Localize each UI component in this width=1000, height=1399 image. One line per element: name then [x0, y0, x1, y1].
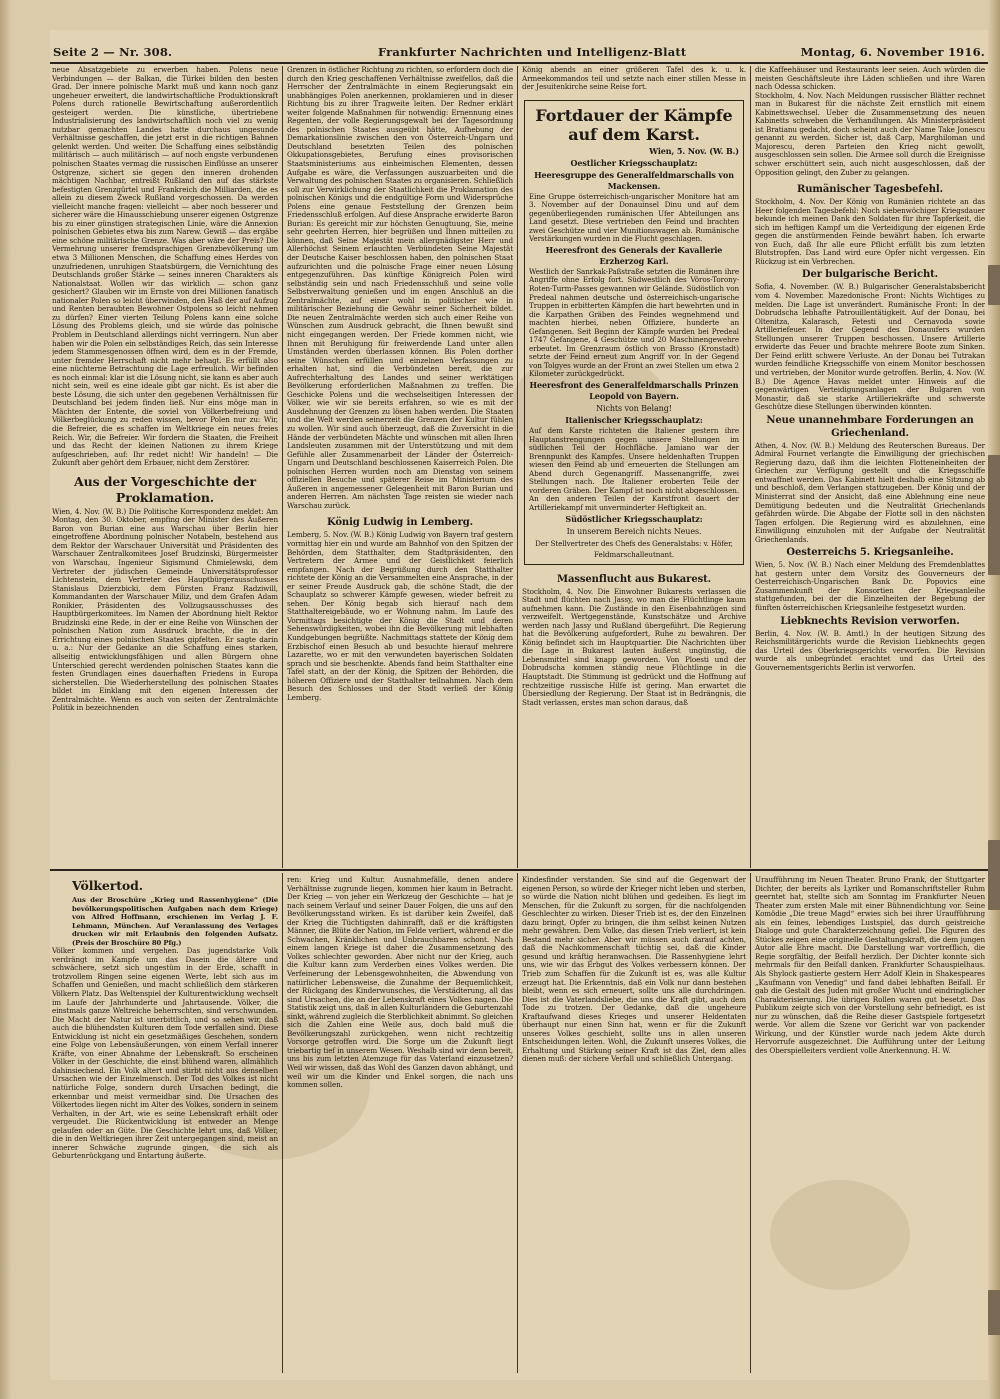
column-rule [517, 66, 518, 868]
column-rule [750, 66, 751, 868]
subheading: Südöstlicher Kriegsschauplatz: [565, 513, 703, 524]
article-text: Lemberg, 5. Nov. (W. B.) König Ludwig von Bayern traf gestern vormittag hier ein und wurde am Bahnhof von den Spitzen der Behörden, dem Statthalter, dem Stadtpräsidenten, den Vertretern der Armee und der Geistlichkeit feierlich empfangen. Nach der Begrüßung durch den Statthalter richtete der König an die Versammelten eine Ansprache, in der er seiner Freude Ausdruck gab, die schöne Stadt, die der Schauplatz so schwerer Kämpfe gewesen, wieder befreit zu sehen. Der König begab sich hierauf nach dem Statthaltereigebäude, wo er Wohnung nahm. Im Laufe des Vormittags besichtigte der König die Stadt und deren Sehenswürdigkeiten, wobei ihn die Bevölkerung mit lebhaften Kundgebungen begrüßte. Nachmittags stattete der König dem Erzbischof einen Besuch ab und besuchte hierauf mehrere Lazarette, wo er mit den verwundeten bayerischen Soldaten sprach und sie beschenkte. Abends fand beim Statthalter eine Tafel statt, an der der König, die Spitzen der Behörden, die höheren Offiziere und der Statthalter teilnahmen. Nach dem Besuch des Schlosses und der Stadt verließ der König Lemberg. [287, 530, 513, 702]
article-text: Wien, 5. Nov. (W. B.) Nach einer Meldung des Fremdenblattes hat gestern unter dem Vorsitz des Gouverneurs der Oesterreichisch-Ungarischen Bank Dr. Popovics eine Zusammenkunft der Konsortien der Kriegsanleihe stattgefunden, bei der die Einzelheiten der Begebung der fünften österreichischen Kriegsanleihe festgesetzt wurden. [755, 560, 985, 612]
feuilleton-column-4 [755, 876, 985, 1376]
column-3 [522, 66, 746, 866]
article-text: Eine Gruppe österreichisch-ungarischer Monitore hat am 3. November auf der Donauinsel Dinu und auf dem gegenüberliegenden rumänischen Ufer Abteilungen ans Land gesetzt. Diese vertrieben den Feind und brachten zwei Geschütze und vier Munitionswagen ab. Rumänische Verstärkungen wurden in die Flucht geschlagen. [529, 191, 739, 244]
article-intro: Aus der Broschüre „Krieg und Rassenhygiene“ (Die bevölkerungspolitischen Aufgaben nach dem Kriege) von Alfred Hoffmann, erschienen im Verlag J. F. Lehmann, München. Auf Veranlassung des Verlages drucken wir mit Erlaubnis den folgenden Aufsatz. (Preis der Broschüre 80 Pfg.) [72, 896, 278, 947]
article-text: Nichts von Belang! [596, 404, 672, 414]
subheading: Heeresfront des Generalfeldmarschalls Prinzen Leopold von Bayern. [529, 380, 739, 402]
feuilleton-column-3 [522, 876, 746, 1376]
subheading: Italienischer Kriegsschauplatz: [565, 415, 703, 426]
feuilleton-column-1 [52, 876, 278, 1376]
article-text: Uraufführung im Neuen Theater. Bruno Frank, der Stuttgarter Dichter, der bereits als Lyriker und Romanschriftsteller Ruhm geerntet hat, stellte sich am Sonntag im Frankfurter Neuen Theater zum ersten Male mit einer Bühnendichtung vor. Seine Komödie „Die treue Magd“ erwies sich bei ihrer Uraufführung als ein feines, lebendiges Lustspiel, das durch geistreiche Dialoge und gute Charakterzeichnung gefiel. Die Figuren des Stückes zeigen eine originelle Gestaltungskraft, die dem jungen Autor alle Ehre macht. Die Darstellung war vortrefflich, die Regie sorgfältig, der Beifall herzlich. Der Dichter konnte sich mehrmals für den Beifall danken. Frankfurter Schauspielhaus. Als Shylock gastierte gestern Herr Adolf Klein in Shakespeares „Kaufmann von Venedig“ und fand dabei lebhaften Beifall. Er gab die Gestalt des Juden mit großer Wucht und eindringlicher Charakterisierung. Die übrigen Rollen waren gut besetzt. Das Publikum zeigte sich von der Vorstellung sehr befriedigt, es ist nur zu wünschen, daß die Reihe dieser Gastspiele fortgesetzt werde. Vor allem die Szene vor Gericht war von packender Wirkung, und der Künstler wurde nach jedem Akte durch Hervorrufe ausgezeichnet. Die Aufführung unter der Leitung des Oberspielleiters verdient volle Anerkennung. H. W. [755, 876, 985, 1055]
article-heading: Neue unannehmbare Forderungen an Griechenland. [766, 414, 974, 439]
column-2 [287, 66, 513, 866]
page-edge-left [0, 0, 12, 1399]
header-masthead: Frankfurter Nachrichten und Intelligenz-Blatt [378, 45, 687, 59]
signature: Der Stellvertreter des Chefs des Generalstabs: v. Höfer, Feldmarschalleutnant. [535, 538, 733, 559]
running-header [50, 42, 988, 64]
article-heading: Der bulgarische Bericht. [801, 269, 939, 281]
article-heading: Fortdauer der Kämpfe auf dem Karst. [535, 105, 733, 144]
framed-report [524, 100, 744, 565]
article-heading: Massenflucht aus Bukarest. [556, 573, 712, 585]
article-text: neue Absatzgebiete zu erwerben haben. Polens neue Verbindungen — der Balkan, die Türkei bilden den besten Grad. Der innere polnische Markt muß und kann noch ganz ungeheuer erweitert, die landwirtschaftliche Produktionskraft Polens durch rationelle Bewirtschaftung außerordentlich gesteigert werden. Die künstliche, übertriebene Industrialisierung des landwirtschaftlich noch viel zu wenig nutzbar gemachten Landes hatte durchaus ungesunde Verhältnisse geschaffen, die jetzt erst in die richtigen Bahnen gelenkt werden. Und weiter. Die Schaffung eines selbständig militärisch — auch militärisch — auf noch engste verbundenen polnischen Staates vermag die russischen Einflüsse an unserer Ostgrenze, sichert sie gegen den inneren drohenden mächtigen Nachbar, entreißt Rußland den auf das stärkste befestigten Grenzgürtel und Frankreich die Milliarden, die es allein zu diesem Zweck Rußland vorgeschossen. Da werden vielleicht manche fragen: vielleicht — aber noch besserer und sicherer wäre die Hinausschiebung unserer eigenen Ostgrenze bis zu einer günstigen strategischen Linie, wäre die Annexion polnischen Gebietes etwa bis zum Narew. Gewiß — das ergäbe eine schöne militärische Grenze. Was aber wäre der Preis? Die Vermehrung unserer fremdsprachigen Grenzbevölkerung um etwa 3 Millionen Menschen, die Schaffung eines Herdes von unzufriedenen, unruhigen Staatsbürgern, die Vernichtung des Deutschlands großer Stärke — seines inneren Charakters als Nationalstaat. Wollen wir das wirklich — schon ganz gesichert? Glauben wir im Ernste von drei Millionen fanatisch nationaler Polen so leicht überwinden, den Haß der auf Aufzug und Renten beraubten Bewohner Ostpolens so leicht nehmen zu dürfen? Einer vierten Teilung Polens kann eine solche Lösung des Problems gleich, und sie würde das polnische Problem in Deutschland allerdings nicht verringern. Nun aber haben wir die Polen ein selbständiges Reich, das sein Interesse jedem Stammesgenossen öffnen wird, dem es in der Fremde, unter fremder Herrschaft nicht mehr behagt. Es erfüllt also eine nüchterne Betrachtung die Lage erfreulich. Wir befinden es noch einmal: klar ist die Lösung nicht, sie kann es aber auch nicht sein, weil es eine ideale gibt gar nicht. Es ist aber die beste Lösung, die sich unter den gegebenen Verhältnissen für Deutschland bei jedem finden ließ. Nur eins möge man in Mächten der Entente, die soviel von Völkerbefreiung und Völkerbeglückung zu reden wissen, bevor Polen nur zu: Wir, die Befreier, die es schaffen im Weltkriege ein neues freies Reich. Wir, die Befreier. Wir fordern die Staaten, die Freiheit und das Recht der kleinen Nationen zu ihrem Kriege aufgeschrieben, auf: Ihr redet nicht! Wir handeln! — Die Zukunft aber gehört dem Erbauer, nicht dem Zerstörer. [52, 66, 278, 468]
column-rule [517, 873, 518, 1373]
header-date: Montag, 6. November 1916. [800, 45, 985, 59]
feuilleton-column-2 [287, 876, 513, 1376]
article-text: Kindesfinder verstanden. Sie sind auf die Gegenwart der eigenen Person, so würde der Krieger nicht leben und sterben, so würde die Nation nicht blühen und gedeihen. Es liegt im Menschen, für die Zukunft zu sorgen, für die nachfolgenden Geschlechter zu wirken. Dieser Trieb ist es, der den Einzelnen dazu bringt, Opfer zu bringen, die ihm selbst keinen Nutzen mehr gewähren. Dem Volke, das diesen Trieb verliert, ist kein Bestand mehr sicher. Aber wir müssen auch darauf achten, daß die Nachkommenschaft tüchtig sei, daß die Kinder gesund und kräftig heranwachsen. Die Rassenhygiene lehrt uns, wie wir das Erbgut des Volkes verbessern können. Der Trieb zum Schaffen für die Zukunft ist es, was alle Kultur erzeugt hat. Die Erkenntnis, daß ein Volk nur dann bestehen bleibt, wenn es sich erneuert, sollte uns alle durchdringen. Dies ist die Vaterlandsliebe, die uns die Kraft gibt, auch dem Tode zu trotzen. Der Gedanke, daß die ungeheure Kraftaufwand dieses Krieges und unserer Heldentaten überhaupt nur einen Sinn hat, wenn er für die Zukunft unseres Volkes geschieht, sollte uns in allen unseren Entscheidungen leiten. Wohl, die Zukunft unseres Volkes, die Erhaltung und Stärkung seiner Kraft ist das Ziel, dem alles dienen muß: der sichere Verfall und schließlich Untergang. [522, 876, 746, 1064]
subheading: Heeresgruppe des Generalfeldmarschalls von Mackensen. [534, 169, 734, 191]
article-text: ren: Krieg und Kultur. Ausnahmefälle, denen andere Verhältnisse zugrunde liegen, kommen hier kaum in Betracht. Der Krieg — von jeher ein Werkzeug der Geschichte — hat je nach seinem Verlauf und seiner Dauer Folgen, die uns auf den Bevölkerungsstand wirken. Es ist darüber kein Zweifel, daß der Krieg die Tüchtigsten dahinrafft, daß er die kräftigsten Männer, die Blüte der Nation, im Felde verliert, während er die Schwachen, Kränklichen und Unbrauchbaren schont. Nach einem langen Kriege ist daher die Zusammensetzung des Volkes schlechter geworden. Aber nicht nur der Krieg, auch die Kultur kann zum Verderben eines Volkes werden. Die Verfeinerung der Lebensgewohnheiten, die Abwendung von natürlicher Lebensweise, die Zunahme der Bequemlichkeit, der Rückgang des Kinderwunsches, die Verstädterung, all das sind Ursachen, die an der Lebenskraft eines Volkes nagen. Die Statistik zeigt uns, daß in allen Kulturländern die Geburtenzahl sinkt, während zugleich die Sterblichkeit abnimmt. So gleichen sich die Zahlen eine Weile aus, doch bald muß die Bevölkerungszahl zurückgehen, wenn nicht rechtzeitig Vorsorge getroffen wird. Die Sorge um die Zukunft liegt triebartig tief in unserem Wesen. Weshalb sind wir denn bereit, uns bis zum letzten Atemzuge für das Vaterland einzusetzen? Weil wir wissen, daß das Wohl des Ganzen davon abhängt, und weil wir um die Kinder und Enkel sorgen, die nach uns kommen sollen. [287, 876, 513, 1090]
article-text: Stockholm, 4. Nov. Nach Meldungen russischer Blätter rechnet man in Bukarest für die nächste Zeit ernstlich mit einem Kabinettswechsel. Ueber die Zusammensetzung des neuen Kabinetts schweben die Verhandlungen. Als Ministerpräsident ist Bratianu gedacht, doch scheint auch der Name Take Jonescu genannt zu werden. Sicher ist, daß Carp, Marghiloman und Majorescu, deren Parteien den Krieg nicht gewollt, ausgeschlossen sein sollen. Die Armee soll durch die Ereignisse schwer erschüttert sein, auch nicht ausgeschlossen, daß der Opposition gelingt, den Zuber zu gelangen. [755, 90, 985, 177]
page-content [50, 30, 988, 1380]
article-text: Berlin, 4. Nov. (W. B. Amtl.) In der heutigen Sitzung des Reichsmilitärgerichts wurde die Revision Liebknechts gegen das Urteil des Oberkriegsgerichts verworfen. Die Revision wurde als unbegründet erachtet und das Urteil des Gouvernementsgerichts Berlin ist verworfen. [755, 628, 985, 672]
article-text: Auf dem Karste richteten die Italiener gestern ihre Hauptanstrengungen gegen unsere Stellungen im südlichen Teil der Hochfläche. Jamiano war der Brennpunkt des Kampfes. Unsere heldenhaften Truppen wiesen den Feind ab und erneuerten die Stellungen am Abend durch Gegenangriff. Massenangriffe, zwei Stellungen nach. Die Italiener eroberten Teile der vorderen Gräben. Der Kampf ist noch nicht abgeschlossen. An den anderen Teilen der Karstfront dauert der Artilleriekampf mit unverminderter Heftigkeit an. [529, 426, 740, 512]
article-text: Völker kommen und vergehen. Das jugendstarke Volk verdrängt im Kampfe um das Dasein die ältere und schwächere, setzt sich ungestüm in der Erde, schafft in trotzvollem Ringen seine eigenen Werte, lebt sich aus im Schaffen und Genießen, und macht schließlich dem stärkeren Völkern Platz. Das Weltenspiel der Kulturentwicklung wechselt im Laufe der Jahrhunderte und Jahrtausende. Völker, die einstmals ganze Weltreiche beherrschten, sind verschwunden. Die Macht der Natur ist unerbittlich, und so sehen wir, daß auch die blühendsten Kulturen dem Tode verfallen sind. Diese Entwicklung ist nicht ein gesetzmäßiges Geschehen, sondern eine Folge von Lebensäußerungen, von einem Verfall innerer Kräfte, von einer Abnahme der Lebenskraft. So erscheinen Völker in der Geschichte, die einst blühend waren, allmählich dahinsiechend. Ein Volk altert und stirbt nicht aus denselben Ursachen wie der Einzelmensch. Der Tod des Volkes ist nicht natürliche Folge, sondern durch Ursachen bedingt, die erkennbar und meist vermeidbar sind. Die Ursachen des Völkertodes liegen nicht im Alter des Volkes, sondern in seinem Verhalten, in der Art, wie es seine Lebenskraft erhält oder vergeudet. Die Rückentwicklung ist entweder an Menge gelaufen oder an Güte. Die Geschichte lehrt uns, daß Völker, die in den Weltkriegen ihrer Zeit untergegangen sind, meist an innerer Schwäche zugrunde gingen, die sich als Geburtenrückgang und Entartung äußerte. [52, 946, 278, 1161]
article-text: die Kaffeehäuser und Restaurants leer seien. Auch würden die meisten Geschäftsleute ihre Läden schließen und ihre Waren nach Odessa schicken. [755, 66, 985, 92]
article-heading: König Ludwig in Lemberg. [326, 517, 474, 529]
section-rule [50, 869, 988, 871]
article-text: Westlich der Sanrkak-Paßstraße setzten die Rumänen ihre Angriffe ohne Erfolg fort. Südwestlich des Vöros-Torony-Roten-Turm-Passes gewannen wir Gelände. Südöstlich von Predeal nahmen deutsche und österreichisch-ungarische Truppen in erbitterten Kämpfen die hart bewehrten und in die Karpathen Gräben des Feindes wegnehmend und machten hierbei, neben Offiziere, hunderte an Gefangenen. Seit Beginn der Kämpfe wurden bei Predeal 1747 Gefangene, 4 Geschütze und 20 Maschinengewehre erbeutet. Im Grenzraum östlich von Brasso (Kronstadt) setzte der Feind erneut zum Angriff vor. In der Gegend von Tolgyes wurde an der Front an zwei Stellen um etwa 2 Kilometer zurückgedrückt. [529, 266, 739, 379]
article-text: In unserem Bereich nichts Neues. [566, 526, 702, 536]
article-heading: Liebknechts Revision verworfen. [780, 615, 960, 627]
column-1 [52, 66, 278, 866]
column-4 [755, 66, 985, 866]
header-page-number: Seite 2 — Nr. 308. [53, 45, 173, 59]
article-text: Wien, 4. Nov. (W. B.) Die Politische Korrespondenz meldet: Am Montag, den 30. Oktober, empfing der Minister des Äußeren Baron von Burian eine aus Warschau über Berlin hier eingetroffene Abordnung polnischer Notabeln, bestehend aus dem Rektor der Warschauer Universität und Präsidenten des Warschauer Zentralkomitees Josef Brudzinski, Bürgermeister von Warschau, Ingenieur Sigismund Chmielewski, dem Vertreter der jüdischen Gemeinde Universitätsprofessor Lichtenstein, dem Vertreter des Hauptbürgerausschusses Stanislaus Dzierzbicki, dem Fürsten Franz Radziwill, Kommandanten der Warschauer Miliz, und dem Grafen Adam Ronikier, Präsidenten des Vollzugsausschusses des Hauptbürgerkomitees. Im Namen der Abordnung hielt Rektor Brudzinski eine Rede, in der er eine Reihe von Wünschen der polnischen Nation zum Ausdruck brachte, die in der Errichtung eines polnischen Staates gipfelten. Er sagte darin u. a.: Nur der Gedanke an die Schaffung eines starken, allseitig entwicklungsfähigen und allen Bürgern ohne Unterschied gerecht werdenden polnischen Staates kann die festen Grundlagen eines dauerhaften Friedens in Europa sicherstellen. Die Wiederherstellung des polnischen Staates bildet im Einklang mit den eigenen Interessen der Zentralmächte. Wenn es auch von seiten der Zentralmächte Politik in bezeichnenden [52, 506, 278, 713]
article-heading: Aus der Vorgeschichte der Proklamation. [73, 473, 256, 505]
article-heading: Völkertod. [72, 878, 144, 893]
article-text: Stockholm, 4. Nov. Der König von Rumänien richtete an das Heer folgenden Tagesbefehl: Noch siebenwöchiger Kriegsdauer bekunde ich meinen Dank den Soldaten für ihre Tapferkeit, die sich im heftigen Kampf um die Verteidigung der eigenen Erde gegen die anstürmenden Feinde bewährt haben. Ich erwarte von Euch, daß Ihr alle eure Pflicht erfüllt bis zum letzten Blutstropfen. Das Land wird eure Opfer nicht vergessen. Ein Rückzug ist ein Verbrechen. [755, 197, 985, 266]
article-text: Athen, 4. Nov. (W. B.) Meldung des Reuterschen Bureaus. Der Admiral Fournet verlangte die Einwilligung der griechischen Regierung dazu, daß ihm die leichten Flotteneinheiten der Griechen zur Verfügung gestellt und die Kriegsschiffe entwaffnet werden. Das Kabinett hielt deshalb eine Sitzung ab und beschloß, dem Verlangen stattzugeben. Der König und der Ministerrat sind der Ansicht, daß eine Ablehnung eine neue Demütigung bedeuten und die Neutralität Griechenlands gefährden würde. Die Abgabe der Flotte soll in den nächsten Tagen erfolgen. Die Regierung wird es abzulehnen, eine Einwilligung einzuholen mit der Aufgabe der Neutralität Griechenlands. [755, 440, 985, 544]
column-rule [282, 873, 283, 1373]
article-text: König abends an einer größeren Tafel des k. u. k. Armeekommandos teil und setzte nach einer stillen Messe in der Jesuitenkirche seine Reise fort. [522, 66, 746, 92]
article-text: Stockholm, 4. Nov. Die Einwohner Bukarests verlassen die Stadt und flüchten nach Jassy, wo man die Flüchtlinge kaum aufnehmen kann. Die Zustände in den Eisenbahnzügen sind verzweifelt. Wertgegenstände, Kunstschätze und Archive werden nach Jassy und Rußland übergeführt. Die Regierung hat die Bevölkerung aufgefordert, Ruhe zu bewahren. Der König befindet sich im Hauptquartier. Die Nachrichten über die Lage in Bukarest lauten äußerst ungünstig, die Lebensmittel sind knapp geworden. Von Ploesti und der Dobrudscha kommen ständig neue Flüchtlinge in die Hauptstadt. Die Stimmung ist gedrückt und die Hoffnung auf rechtzeitige russische Hilfe ist gering. Man erwartet die Übersiedlung der Regierung. Der Staat ist in Bedrängnis, die Stadt verlassen, erstes man schon daraus, daß [522, 586, 746, 707]
article-heading: Oesterreichs 5. Kriegsanleihe. [786, 547, 954, 559]
article-text: Grenzen in östlicher Richtung zu richten, so erfordern doch die durch den Krieg geschaffenen Verhältnisse zweifellos, daß die Herrscher der Zentralmächte in einem Regierungsakt ein unabhängiges Polen anerkennen, proklamieren und in dieser Richtung bis zu ihrer Tragweite leiten. Der Redner erklärt weiter folgende Maßnahmen für notwendig: Ernennung eines Regenten, der volle Regierungsgewalt bei der Tagesordnung des polnischen Staates ausgeübt hätte, Aufhebung der Demarkationslinie zwischen den von Österreich-Ungarn und Deutschland besetzten Teilen des polnischen Okkupationsgebietes, Berufung eines provisorischen Staatsministeriums aus einheimischen Elementen, dessen Aufgabe es wäre, die Verfassungen auszuarbeiten und die Verwaltung des polnischen Staates zu organisieren. Schließlich soll zur Verwirklichung der Staatlichkeit die Proklamation des polnischen Königs und die endgültige Form und Widersprüche Polens eine genaue Feststellung der Grenzen beim Friedensschluß erfolgen. Auf diese Ansprache erwiderte Baron Burian: Es gereicht mir zur höchsten Genugtuung, Sie, meine sehr geehrten Herren, hier begrüßen und Ihnen mitteilen zu können, daß Seine Majestät mein allergnädigster Herr und Allerhöchst Seinem erlauchten Verbündeten Seine Majestät der Deutsche Kaiser beschlossen haben, den polnischen Staat aufzurichten und die polnische Frage einer neuen Lösung entgegenzuführen. Das künftige Königreich Polen wird selbständig sein und nach Friedensschluß und seine volle Selbstverwaltung genießen und im engen Anschluß an die Zentralmächte, auf einer wohl in politischer wie in militärischer Beziehung die Gewähr seiner Sicherheit bildet. Die neuen Zentralmächte werden sich auch einer Reihe von Wünschen zum Ausdruck gebracht, die Ihnen bewußt sind nicht eingegangen werden. Der Friede kommen nicht, wie Ihnen mit Beruhigung für freiwerdende Land unter allen Umständen werden überlassen können. Bis Polen dorther seine Wünschen erfüllen und einzelnen Verfassungen zu erhalten hat, sind die Verbündeten bereit, die zur Aufrechterhaltung des Landes und seiner werktätigen Bevölkerung erforderlichen Maßnahmen zu treffen. Die Geschicke Polens und die wechselseitigen Interessen der Völker, wie wir sie bereits erfahren, so wie es mit der Ausdehnung der Grenzen zu lösen haben werden. Die Staaten und die Welt werden seinerzeit die Grenzen der Kultur fühlen zu wollen. Wir sind auch überzeugt, daß die Zuversicht in die Hände der verbündeten Mächte und wünschen mit allen Ihren Landsleuten zusammen mit der Unterstützung und mit dem Gefühle aller Zusammenarbeit der Länder der Österreich-Ungarn und Deutschland beschlossenen Kaiserreich Polen. Die polnischen Herren wurden noch am Dienstag von seinem offiziellen Besuche und späterer Reise im Ministerium des Äußeren in angemessener Gelegenheit mit Baron Burian und anderen Herren. Am nächsten Tage reisten sie wieder nach Warschau zurück. [287, 66, 513, 510]
column-rule [282, 66, 283, 868]
subheading: Oestlicher Kriegsschauplatz: [570, 157, 698, 168]
page-edge-right [988, 0, 1000, 1399]
article-heading: Rumänischer Tagesbefehl. [797, 184, 943, 196]
dateline: Wien, 5. Nov. (W. B.) [649, 145, 739, 156]
subheading: Heeresfront des Generals der Kavallerie Erzherzog Karl. [545, 244, 723, 266]
article-text: Sofia, 4. November. (W. B.) Bulgarischer Generalstabsbericht vom 4. November. Mazedonische Front: Nichts Wichtiges zu melden. Die Lage ist unverändert. Rumänische Front: In der Dobrudscha lebhafte Patrouillentätigkeit. Auf der Donau, bei Oltenitza, Kalarasch, Fetesti und Cernavoda sowie Artilleriefeuer. In der Gegend des Donauufers wurden Stellungen unserer Truppen beschossen. Unsere Artillerie erwiderte das Feuer und brachte mehrere Boote zum Sinken. Der Feind erlitt schwere Verluste. An der Donau bei Tutrakan wurden feindliche Kriegsschiffe von einem Monitor beschossen und vertrieben, der Monitor wurde getroffen. Berlin, 4. Nov. (W. B.) Die Agence Havas meldet unter Hinweis auf die gegenwärtigen Verteidigungsanlagen der Bulgaren von Monastir, daß sie starke Artilleriekräfte und schwerste Geschütze diese Stellungen überwinden könnten. [755, 282, 985, 412]
column-rule [750, 873, 751, 1373]
